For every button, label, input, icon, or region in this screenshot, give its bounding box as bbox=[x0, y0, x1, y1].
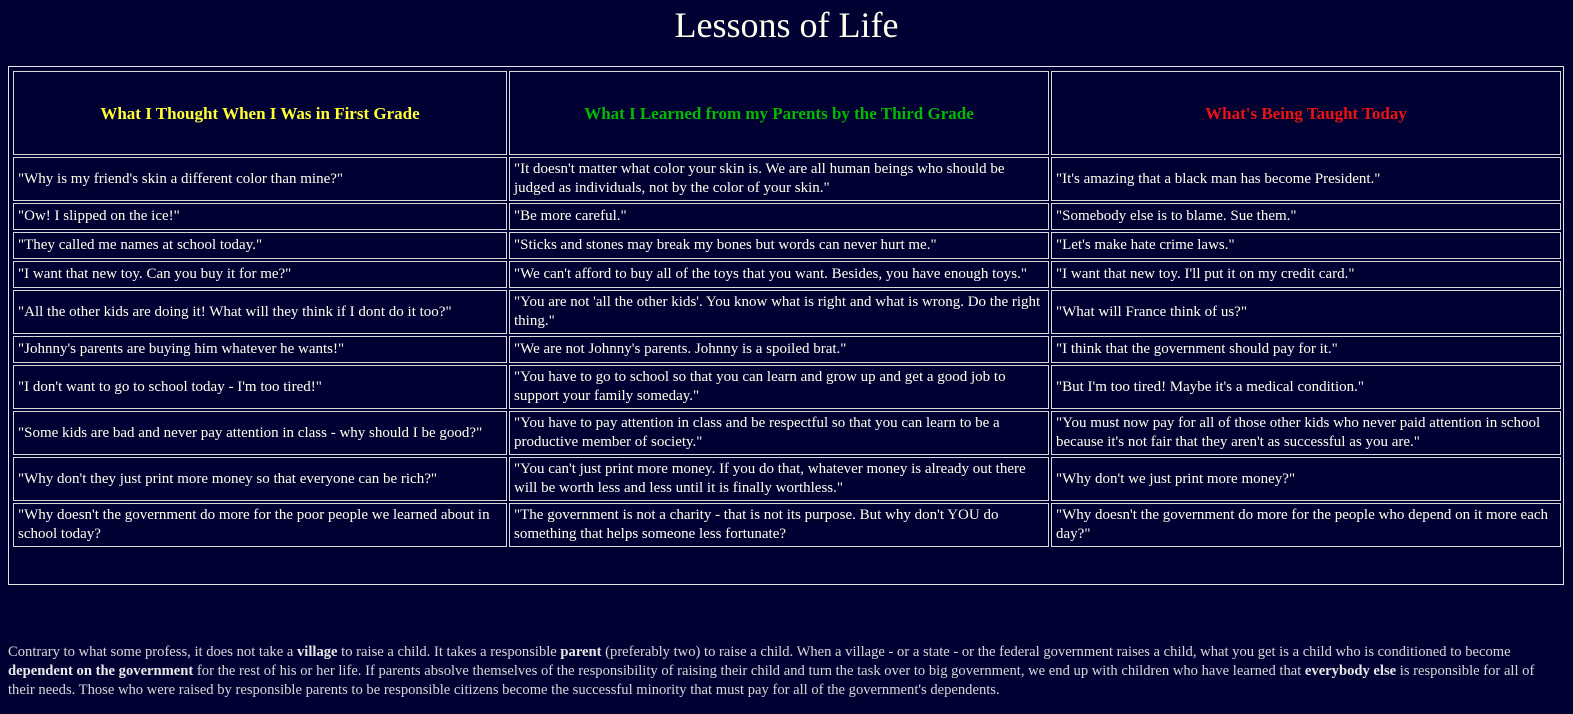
cell-today: "Why doesn't the government do more for the people who depend on it more each day?" bbox=[1051, 503, 1561, 547]
paragraph-text: is responsible for all of their needs. Those who were raised by responsible parents to be responsible citizens become the successful minority that must pay for all of the government's dependents. bbox=[8, 663, 1535, 698]
header-third-grade: What I Learned from my Parents by the Third Grade bbox=[509, 71, 1049, 155]
cell-today: "Let's make hate crime laws." bbox=[1051, 232, 1561, 259]
cell-third-grade: "Sticks and stones may break my bones but words can never hurt me." bbox=[509, 232, 1049, 259]
header-row bbox=[13, 71, 1561, 155]
cell-today: "Somebody else is to blame. Sue them." bbox=[1051, 203, 1561, 230]
cell-first-grade: "Why don't they just print more money so that everyone can be rich?" bbox=[13, 457, 507, 501]
table-row bbox=[13, 203, 1561, 230]
cell-today: "I think that the government should pay for it." bbox=[1051, 336, 1561, 363]
cell-first-grade: "Why doesn't the government do more for the poor people we learned about in school today? bbox=[13, 503, 507, 547]
lessons-table-frame bbox=[8, 66, 1564, 585]
cell-today: "Why don't we just print more money?" bbox=[1051, 457, 1561, 501]
cell-today: "You must now pay for all of those other kids who never paid attention in school because it's not fair that they aren't as successful as you are." bbox=[1051, 411, 1561, 455]
cell-first-grade: "I want that new toy. Can you buy it for me?" bbox=[13, 261, 507, 288]
cell-third-grade: "You have to pay attention in class and be respectful so that you can learn to be a productive member of society." bbox=[509, 411, 1049, 455]
cell-third-grade: "We are not Johnny's parents. Johnny is a spoiled brat." bbox=[509, 336, 1049, 363]
table-row bbox=[13, 290, 1561, 334]
cell-today: "I want that new toy. I'll put it on my credit card." bbox=[1051, 261, 1561, 288]
cell-first-grade: "Johnny's parents are buying him whatever he wants!" bbox=[13, 336, 507, 363]
cell-third-grade: "The government is not a charity - that is not its purpose. But why don't YOU do something that helps someone less fortunate? bbox=[509, 503, 1049, 547]
emphasis-village: village bbox=[296, 644, 338, 660]
cell-first-grade: "Some kids are bad and never pay attention in class - why should I be good?" bbox=[13, 411, 507, 455]
table-row bbox=[13, 336, 1561, 363]
closing-paragraph bbox=[8, 643, 1564, 700]
paragraph-text: Contrary to what some profess, it does not take a bbox=[8, 644, 297, 660]
header-first-grade: What I Thought When I Was in First Grade bbox=[13, 71, 507, 155]
table-row bbox=[13, 157, 1561, 201]
header-today: What's Being Taught Today bbox=[1051, 71, 1561, 155]
cell-third-grade: "It doesn't matter what color your skin is. We are all human beings who should be judged as individuals, not by the color of your skin." bbox=[509, 157, 1049, 201]
emphasis-parent: parent bbox=[560, 644, 602, 660]
paragraph-text: to raise a child. It takes a responsible bbox=[337, 644, 561, 660]
page-title: Lessons of Life bbox=[674, 5, 899, 45]
emphasis-everybody-else: everybody else bbox=[1304, 663, 1397, 679]
paragraph-text: for the rest of his or her life. If parents absolve themselves of the responsibility of raising their child and turn the task over to big government, we end up with children who have learned that bbox=[193, 663, 1305, 679]
cell-today: "But I'm too tired! Maybe it's a medical condition." bbox=[1051, 365, 1561, 409]
table-row bbox=[13, 457, 1561, 501]
lessons-table bbox=[11, 69, 1563, 549]
cell-third-grade: "Be more careful." bbox=[509, 203, 1049, 230]
emphasis-dependent: dependent on the government bbox=[8, 663, 194, 679]
table-row bbox=[13, 365, 1561, 409]
cell-third-grade: "You can't just print more money. If you do that, whatever money is already out there will be worth less and less until it is finally worthless." bbox=[509, 457, 1049, 501]
cell-first-grade: "They called me names at school today." bbox=[13, 232, 507, 259]
table-row bbox=[13, 411, 1561, 455]
cell-today: "What will France think of us?" bbox=[1051, 290, 1561, 334]
cell-third-grade: "We can't afford to buy all of the toys that you want. Besides, you have enough toys." bbox=[509, 261, 1049, 288]
cell-third-grade: "You have to go to school so that you can learn and grow up and get a good job to support your family someday." bbox=[509, 365, 1049, 409]
paragraph-text: (preferably two) to raise a child. When a village - or a state - or the federal government raises a child, what you get is a child who is conditioned to become bbox=[601, 644, 1511, 660]
cell-first-grade: "I don't want to go to school today - I'm too tired!" bbox=[13, 365, 507, 409]
cell-third-grade: "You are not 'all the other kids'. You know what is right and what is wrong. Do the right thing." bbox=[509, 290, 1049, 334]
table-row bbox=[13, 261, 1561, 288]
cell-first-grade: "Why is my friend's skin a different color than mine?" bbox=[13, 157, 507, 201]
cell-first-grade: "All the other kids are doing it! What will they think if I dont do it too?" bbox=[13, 290, 507, 334]
cell-first-grade: "Ow! I slipped on the ice!" bbox=[13, 203, 507, 230]
table-row bbox=[13, 503, 1561, 547]
table-row bbox=[13, 232, 1561, 259]
cell-today: "It's amazing that a black man has become President." bbox=[1051, 157, 1561, 201]
